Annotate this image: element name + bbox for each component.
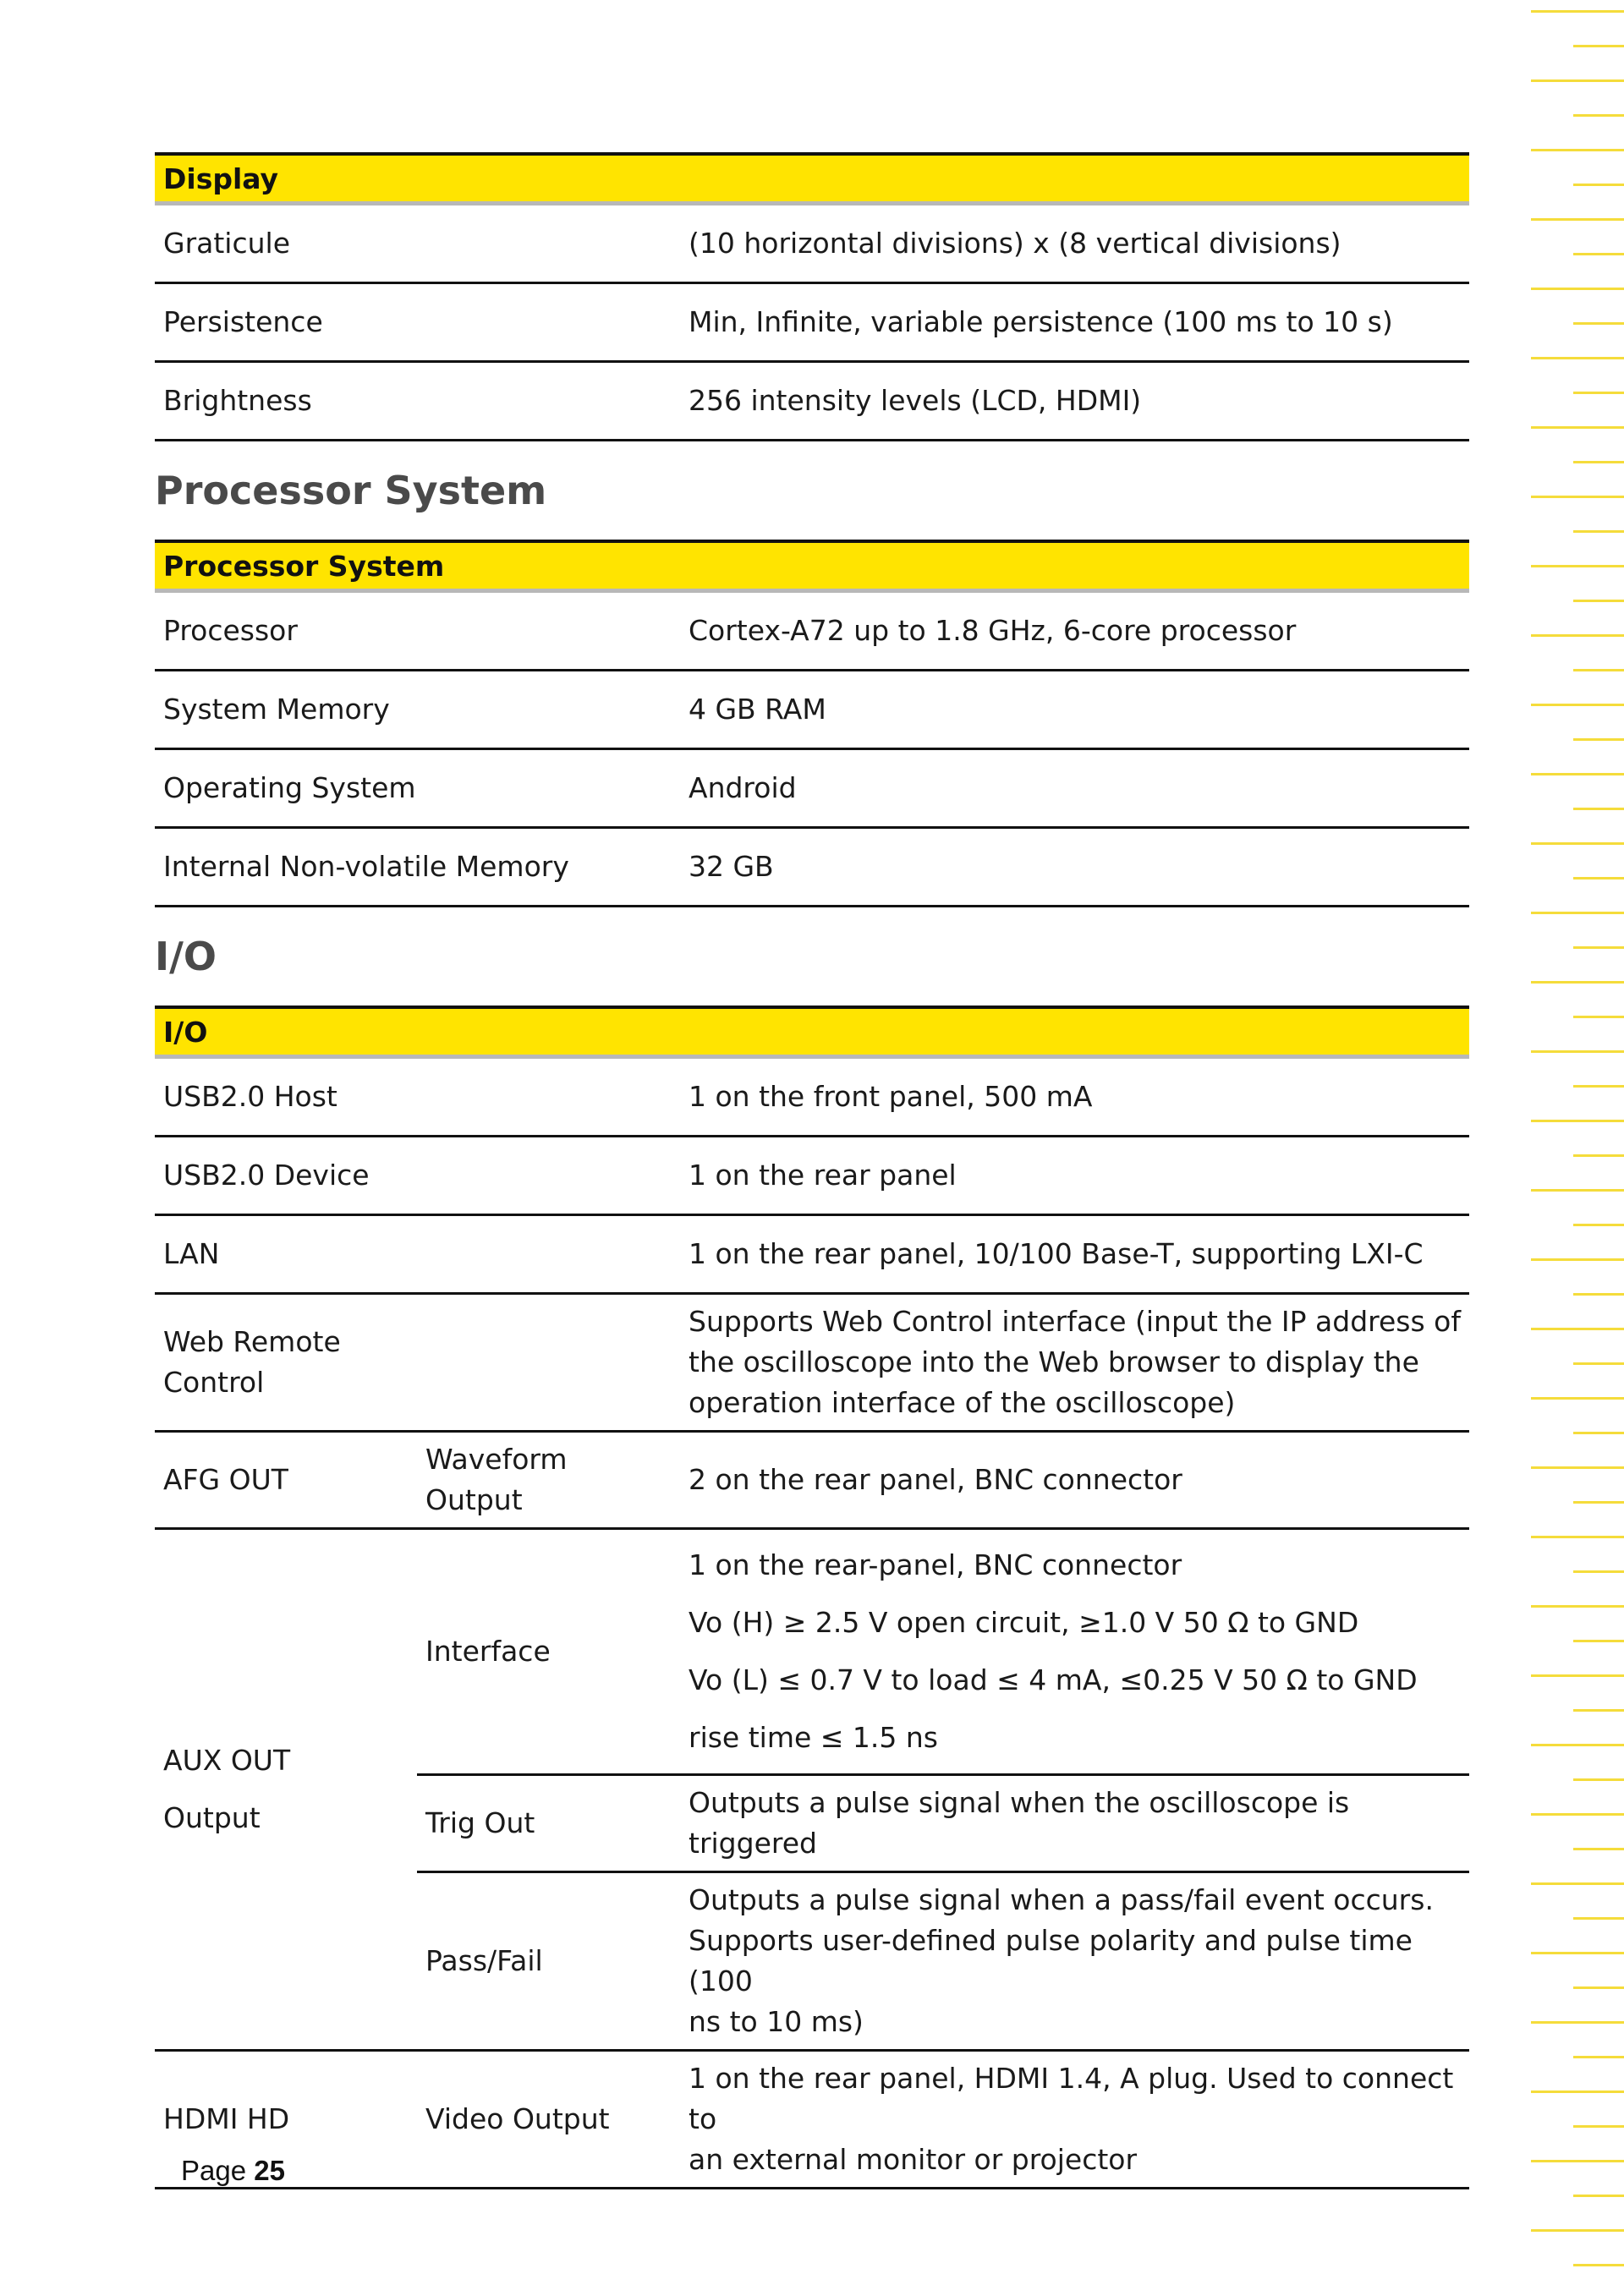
edge-dash (1531, 1466, 1624, 1469)
edge-dash (1573, 2195, 1624, 2197)
row-label (155, 1529, 417, 2051)
edge-dash (1573, 1293, 1624, 1296)
row-label: USB2.0 Host (155, 1057, 680, 1137)
value-line: operation interface of the oscilloscope) (689, 1386, 1236, 1419)
edge-dash (1573, 808, 1624, 810)
edge-dash (1573, 946, 1624, 949)
edge-dash (1531, 1605, 1624, 1608)
label-line: Web Remote (163, 1325, 341, 1358)
section-title-io: I/O (155, 934, 217, 979)
table-row (155, 1432, 1469, 1529)
edge-dash (1531, 357, 1624, 359)
row-label (155, 1294, 680, 1432)
edge-dash (1573, 1085, 1624, 1088)
edge-dash (1531, 1813, 1624, 1816)
row-value: 1 on the front panel, 500 mA (680, 1057, 1469, 1137)
edge-dash (1573, 461, 1624, 463)
table-header: Display (155, 154, 1469, 204)
row-value: (10 horizontal divisions) x (8 vertical divisions) (680, 204, 1469, 283)
row-sublabel: Trig Out (417, 1775, 680, 1872)
edge-dash (1531, 2091, 1624, 2093)
row-value: Min, Infinite, variable persistence (100 ms to 10 s) (680, 283, 1469, 362)
row-label: HDMI HD (155, 2051, 417, 2189)
edge-dash (1531, 218, 1624, 221)
row-value: 1 on the rear panel, 10/100 Base-T, supporting LXI-C (680, 1215, 1469, 1294)
edge-dash (1531, 1744, 1624, 1746)
row-value: 256 intensity levels (LCD, HDMI) (680, 362, 1469, 441)
edge-dash (1573, 1501, 1624, 1504)
row-label: Internal Non-volatile Memory (155, 828, 680, 907)
row-label: Operating System (155, 749, 680, 828)
edge-dash (1531, 981, 1624, 984)
edge-dash (1531, 2229, 1624, 2232)
table-row (155, 1294, 1469, 1432)
table-row (155, 828, 1469, 907)
edge-dash (1573, 45, 1624, 47)
table-row (155, 749, 1469, 828)
edge-dash (1573, 114, 1624, 117)
display-table (155, 152, 1469, 441)
row-label: USB2.0 Device (155, 1137, 680, 1215)
edge-dash (1573, 322, 1624, 325)
edge-dash (1531, 1050, 1624, 1053)
edge-dash (1573, 1224, 1624, 1226)
table-row (155, 1529, 1469, 1775)
decorative-edge-lines (1514, 0, 1624, 2296)
edge-dash (1573, 669, 1624, 671)
edge-dash (1531, 149, 1624, 151)
row-label: Brightness (155, 362, 680, 441)
io-table (155, 1006, 1469, 2189)
row-value: 2 on the rear panel, BNC connector (680, 1432, 1469, 1529)
value-line: Supports Web Control interface (input the IP address of (689, 1305, 1461, 1338)
page-label: Page (181, 2155, 247, 2186)
edge-dash (1531, 634, 1624, 637)
edge-dash (1573, 1154, 1624, 1157)
edge-dash (1531, 1120, 1624, 1122)
value-line: Outputs a pulse signal when a pass/fail event occurs. (689, 1883, 1434, 1916)
row-value: Outputs a pulse signal when the oscilloscope is triggered (680, 1775, 1469, 1872)
table-row (155, 1215, 1469, 1294)
label-line: Output (163, 1801, 261, 1834)
edge-dash (1531, 1397, 1624, 1400)
value-line: the oscilloscope into the Web browser to display the (689, 1345, 1419, 1378)
edge-dash (1573, 1570, 1624, 1573)
table-row (155, 204, 1469, 283)
row-value (680, 1872, 1469, 2051)
row-value: 4 GB RAM (680, 671, 1469, 749)
edge-dash (1531, 79, 1624, 82)
spec-content (155, 152, 1469, 2189)
edge-dash (1573, 1986, 1624, 1989)
table-header: Processor System (155, 541, 1469, 591)
edge-dash (1531, 1882, 1624, 1885)
edge-dash (1531, 704, 1624, 706)
edge-dash (1531, 1328, 1624, 1330)
table-row (155, 591, 1469, 671)
label-line: Control (163, 1366, 265, 1399)
edge-dash (1531, 288, 1624, 290)
edge-dash (1573, 2264, 1624, 2266)
value-line: ns to 10 ms) (689, 2005, 864, 2038)
edge-dash (1573, 1362, 1624, 1365)
table-row (155, 671, 1469, 749)
edge-dash (1531, 2021, 1624, 2024)
label-line: AUX OUT (163, 1744, 291, 1777)
row-value (680, 1294, 1469, 1432)
edge-dash (1573, 2125, 1624, 2128)
row-sublabel: Pass/Fail (417, 1872, 680, 2051)
row-sublabel: Video Output (417, 2051, 680, 2189)
edge-dash (1573, 1917, 1624, 1920)
value-line: rise time ≤ 1.5 ns (689, 1721, 938, 1754)
edge-dash (1573, 184, 1624, 186)
edge-dash (1573, 1016, 1624, 1018)
row-label: System Memory (155, 671, 680, 749)
row-value: 32 GB (680, 828, 1469, 907)
edge-dash (1531, 842, 1624, 845)
row-value: Android (680, 749, 1469, 828)
edge-dash (1531, 1952, 1624, 1954)
edge-dash (1573, 1778, 1624, 1781)
edge-dash (1531, 565, 1624, 567)
edge-dash (1531, 912, 1624, 914)
table-header: I/O (155, 1007, 1469, 1057)
edge-dash (1531, 10, 1624, 13)
edge-dash (1531, 1536, 1624, 1538)
value-line: Vo (L) ≤ 0.7 V to load ≤ 4 mA, ≤0.25 V 50 Ω to GND (689, 1663, 1418, 1696)
edge-dash (1573, 1848, 1624, 1850)
edge-dash (1573, 600, 1624, 602)
edge-dash (1573, 1432, 1624, 1434)
row-label: AFG OUT (155, 1432, 417, 1529)
processor-table (155, 540, 1469, 907)
edge-dash (1531, 1258, 1624, 1261)
table-row (155, 283, 1469, 362)
edge-dash (1573, 530, 1624, 533)
value-line: 1 on the rear-panel, BNC connector (689, 1548, 1182, 1581)
page-number-value: 25 (254, 2155, 285, 2186)
edge-dash (1573, 1640, 1624, 1642)
edge-dash (1531, 2160, 1624, 2162)
row-value: Cortex-A72 up to 1.8 GHz, 6-core processor (680, 591, 1469, 671)
edge-dash (1573, 253, 1624, 255)
edge-dash (1531, 1674, 1624, 1677)
edge-dash (1573, 2056, 1624, 2058)
edge-dash (1531, 1189, 1624, 1192)
row-value (680, 1529, 1469, 1775)
value-line: an external monitor or projector (689, 2143, 1138, 2176)
table-row (155, 362, 1469, 441)
row-label: Persistence (155, 283, 680, 362)
edge-dash (1573, 1709, 1624, 1712)
table-row (155, 1057, 1469, 1137)
row-sublabel: Interface (417, 1529, 680, 1775)
section-title-processor: Processor System (155, 468, 547, 513)
row-value: 1 on the rear panel (680, 1137, 1469, 1215)
row-value (680, 2051, 1469, 2189)
page-number (181, 2155, 285, 2187)
value-line: Supports user-defined pulse polarity and pulse time (100 (689, 1924, 1413, 1997)
row-label: Processor (155, 591, 680, 671)
edge-dash (1531, 496, 1624, 498)
row-sublabel: Waveform Output (417, 1432, 680, 1529)
value-line: Vo (H) ≥ 2.5 V open circuit, ≥1.0 V 50 Ω to GND (689, 1606, 1359, 1639)
row-label: LAN (155, 1215, 680, 1294)
edge-dash (1573, 392, 1624, 394)
value-line: 1 on the rear panel, HDMI 1.4, A plug. Used to connect to (689, 2062, 1454, 2135)
table-row (155, 2051, 1469, 2189)
edge-dash (1531, 773, 1624, 775)
edge-dash (1573, 877, 1624, 879)
edge-dash (1531, 426, 1624, 429)
edge-dash (1573, 738, 1624, 741)
row-label: Graticule (155, 204, 680, 283)
table-row (155, 1137, 1469, 1215)
